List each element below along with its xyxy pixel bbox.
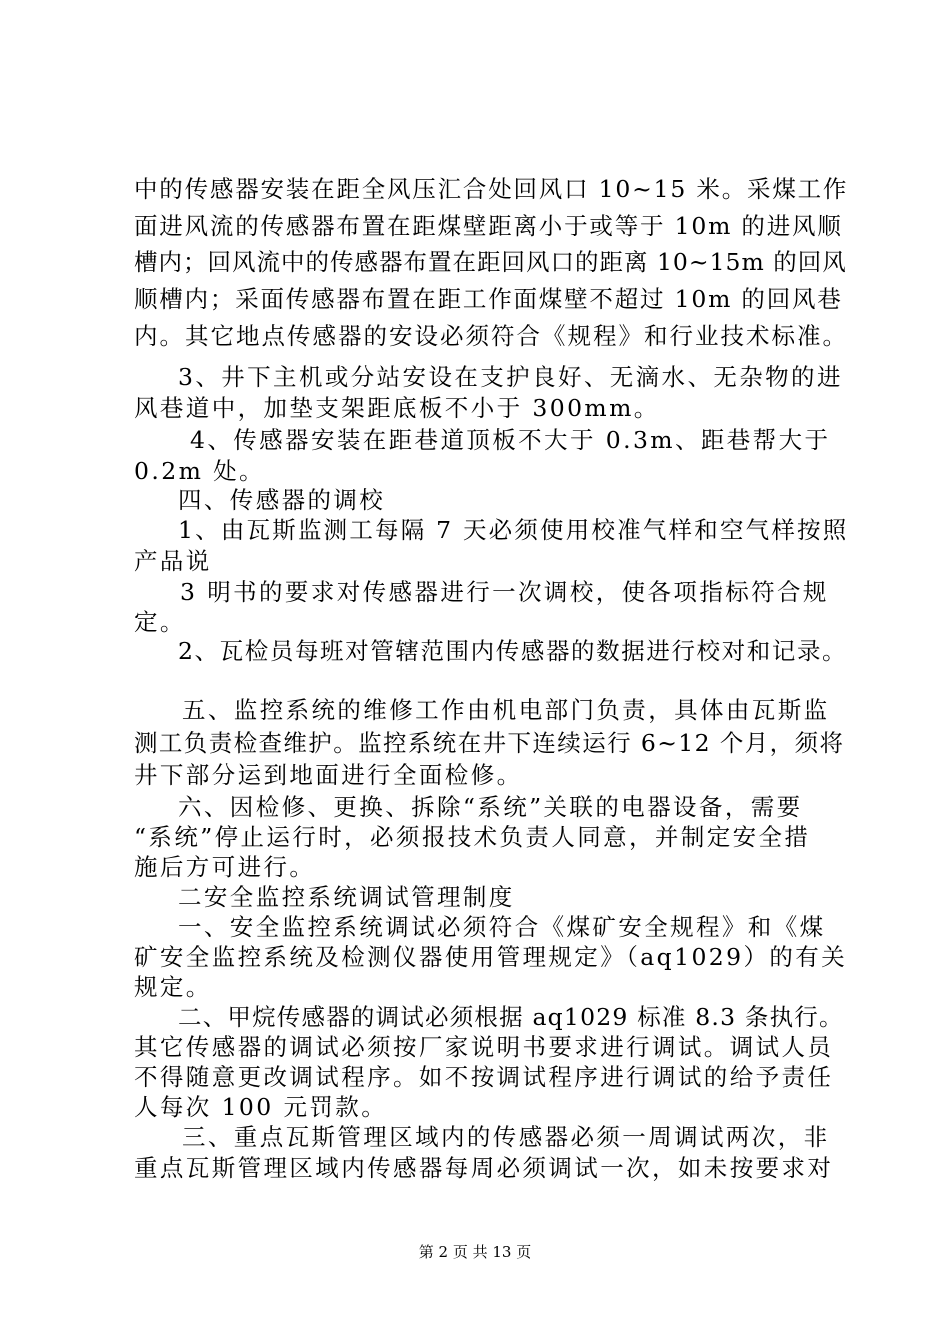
text-line: 中的传感器安装在距全风压汇合处回风口 10~15 米。采煤工作 xyxy=(134,175,849,203)
text-line: 2、瓦检员每班对管辖范围内传感器的数据进行校对和记录。 xyxy=(178,637,848,665)
text-line: 产品说 xyxy=(134,547,212,575)
text-line: 3 明书的要求对传感器进行一次调校，使各项指标符合规 xyxy=(180,578,829,606)
text-line: 人每次 100 元罚款。 xyxy=(134,1093,388,1121)
text-line: 3、井下主机或分站安设在支护良好、无滴水、无杂物的进 xyxy=(178,363,843,391)
text-line: 风巷道中，加垫支架距底板不小于 300mm。 xyxy=(134,394,660,422)
text-line: 4、传感器安装在距巷道顶板不大于 0.3m、距巷帮大于 xyxy=(190,426,831,454)
text-line: 不得随意更改调试程序。如不按调试程序进行调试的给予责任 xyxy=(134,1063,834,1091)
text-line: 井下部分运到地面进行全面检修。 xyxy=(134,761,523,789)
text-line: 内。其它地点传感器的安设必须符合《规程》和行业技术标准。 xyxy=(134,322,848,350)
text-line: 规定。 xyxy=(134,973,212,1001)
text-line: “系统”停止运行时，必须报技术负责人同意，并制定安全措 xyxy=(134,823,811,851)
text-line: 二、甲烷传感器的调试必须根据 aq1029 标准 8.3 条执行。 xyxy=(178,1003,844,1031)
text-line: 三、重点瓦斯管理区域内的传感器必须一周调试两次，非 xyxy=(182,1123,830,1151)
page-footer: 第 2 页 共 13 页 xyxy=(418,1243,532,1261)
text-line: 其它传感器的调试必须按厂家说明书要求进行调试。调试人员 xyxy=(134,1033,834,1061)
text-line: 五、监控系统的维修工作由机电部门负责，具体由瓦斯监 xyxy=(182,696,830,724)
text-line: 施后方可进行。 xyxy=(134,853,316,881)
section-heading: 四、传感器的调校 xyxy=(178,486,386,514)
text-line: 顺槽内；采面传感器布置在距工作面煤壁不超过 10m 的回风巷 xyxy=(134,285,843,313)
text-line: 定。 xyxy=(134,608,186,636)
text-line: 六、因检修、更换、拆除“系统”关联的电器设备，需要 xyxy=(178,793,803,821)
text-line: 重点瓦斯管理区域内传感器每周必须调试一次，如未按要求对 xyxy=(134,1154,834,1182)
text-line: 矿安全监控系统及检测仪器使用管理规定》（aq1029）的有关 xyxy=(134,943,848,971)
text-line: 面进风流的传感器布置在距煤壁距离小于或等于 10m 的进风顺 xyxy=(134,212,843,240)
section-heading: 二安全监控系统调试管理制度 xyxy=(178,883,515,911)
text-line: 0.2m 处。 xyxy=(134,457,265,485)
text-line: 测工负责检查维护。监控系统在井下连续运行 6~12 个月，须将 xyxy=(134,729,845,757)
text-line: 1、由瓦斯监测工每隔 7 天必须使用校准气样和空气样按照 xyxy=(178,516,849,544)
text-line: 一、安全监控系统调试必须符合《煤矿安全规程》和《煤 xyxy=(178,913,826,941)
text-line: 槽内；回风流中的传感器布置在距回风口的距离 10~15m 的回风 xyxy=(134,248,847,276)
